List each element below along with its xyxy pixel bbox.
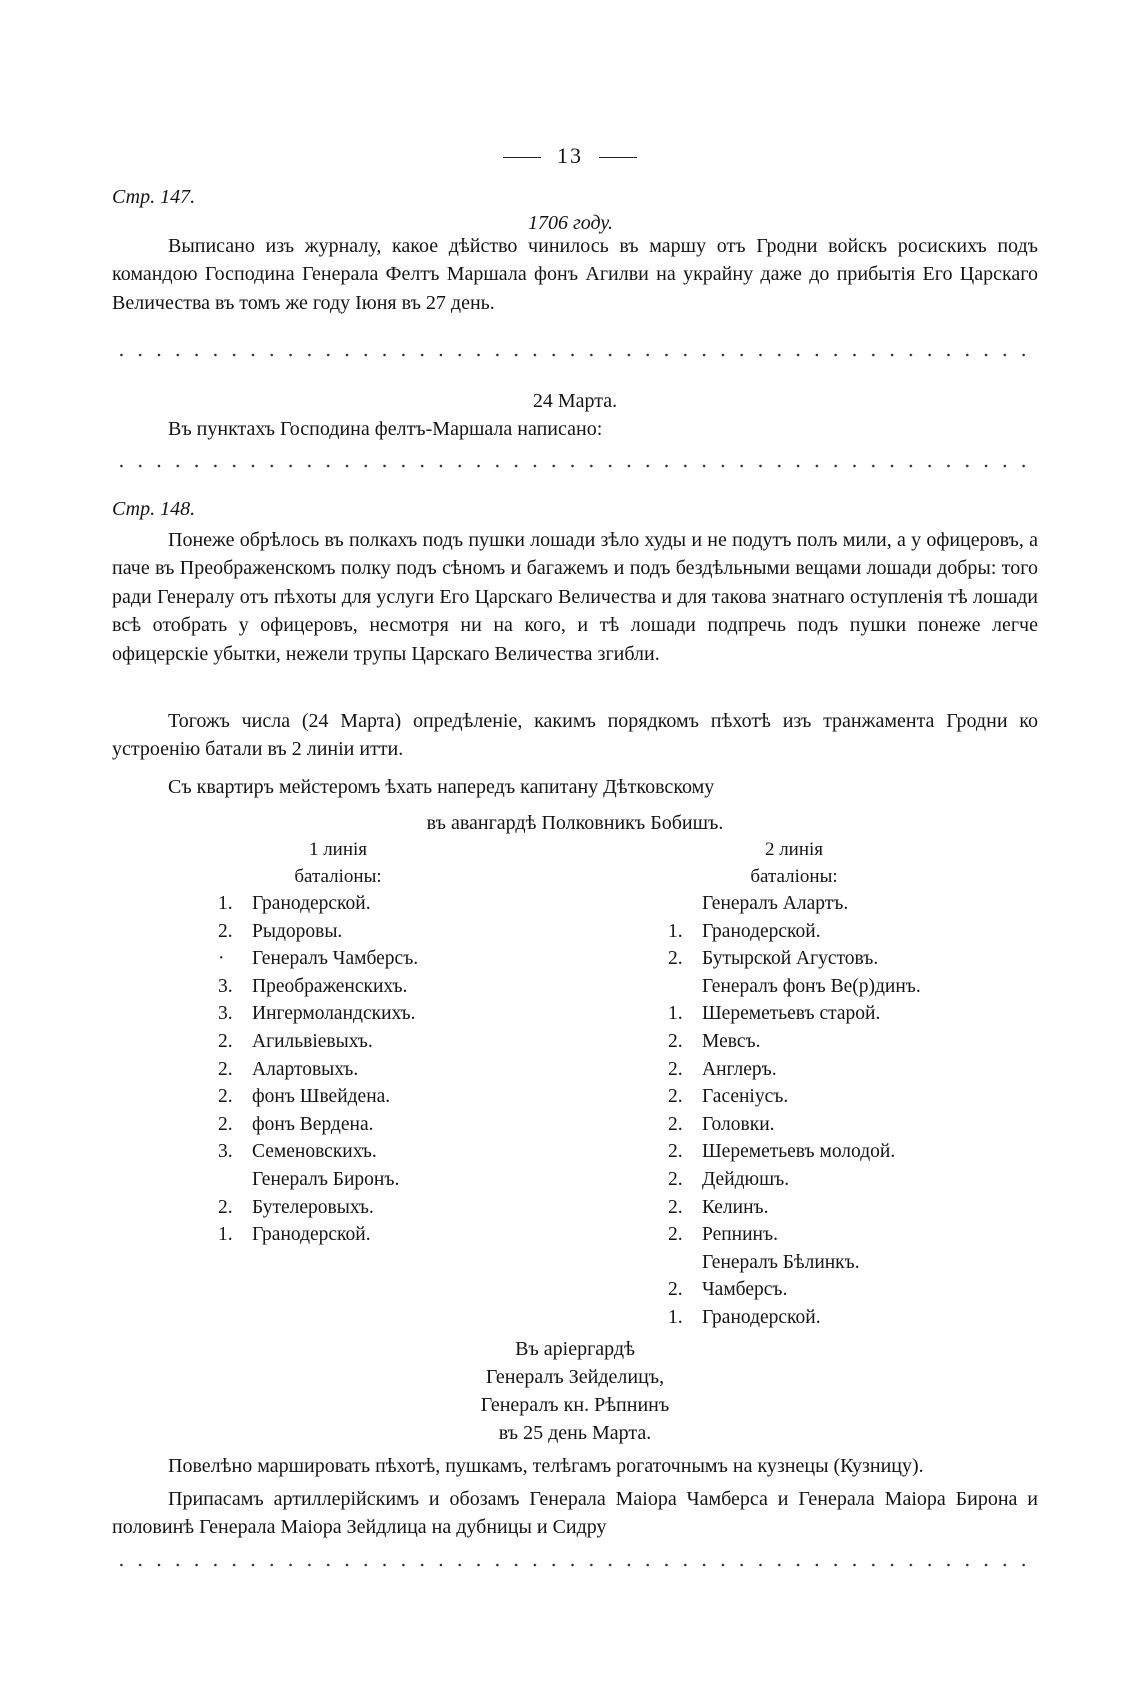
closing-paragraph-2: Припасамъ артиллерійскимъ и обозамъ Генерала Маіора Чамберса и Генерала Маіора Бирона и половинѣ Генерала Маіора Зейдлица на дубницы и Сидру — [112, 1488, 1038, 1539]
battalion-count: 2. — [668, 1196, 683, 1218]
battalion-entry — [218, 1056, 418, 1084]
battalion-count: · — [218, 948, 225, 970]
battalion-count: 2. — [668, 1279, 683, 1301]
dash-right — [599, 157, 637, 158]
battalion-count: 2. — [218, 920, 233, 942]
battalion-entry — [218, 1000, 418, 1028]
battalion-count: 1. — [668, 1306, 683, 1328]
year-heading: 1706 году. — [528, 212, 614, 234]
battalion-entry — [668, 1111, 921, 1139]
battalion-count: 2. — [668, 1030, 683, 1052]
battalion-count: 2. — [668, 1224, 683, 1246]
closing-paragraph-1: Повелѣно маршировать пѣхотѣ, пушкамъ, телѣгамъ рогаточнымъ на кузнецы (Кузницу). — [168, 1455, 924, 1477]
body-paragraph-1: Понеже обрѣлось въ полкахъ подъ пушки лошади зѣло худы и не подутъ полъ мили, а у офицеровъ, а паче въ Преображенскомъ полку подъ сѣномъ и багажемъ и подъ бездѣльными вещами лошади добры: того ради Генералу отъ пѣхоты для услуги Его Царскаго Величества и для такова знатнаго оступленія тѣ лошади всѣ отобрать у офицеровъ, несмотря ни на кого, и тѣ лошади подпречь подъ пушки понеже легче офицерскіе убытки, нежели трупы Царскаго Величества згибли. — [112, 529, 1038, 665]
battalion-entry — [668, 1221, 921, 1249]
battalion-name: Генералъ Биронъ. — [252, 1168, 400, 1190]
body-paragraph-2: Тогожъ числа (24 Марта) опредѣленіе, какимъ порядкомъ пѣхотѣ изъ транжамента Гродни ко устроенію батали въ 2 линіи итти. — [112, 710, 1038, 761]
battalion-entry — [218, 1083, 418, 1111]
battalion-name: Гранодерской. — [702, 1306, 821, 1328]
battalion-count: 2. — [218, 1058, 233, 1080]
battalion-name: Рыдоровы. — [252, 920, 343, 942]
battalion-name: Агильвіевыхъ. — [252, 1030, 373, 1052]
battalion-name: Генералъ Бѣлинкъ. — [702, 1251, 860, 1273]
intro-paragraph: Выписано изъ журналу, какое дѣйство чинилось въ маршу отъ Гродни войскъ росискихъ подъ командою Господина Генерала Фелтъ Маршала фонъ Агилви на украйну даже до прибытія Его Царскаго Величества въ томъ же году Іюня въ 27 день. — [112, 235, 1038, 314]
battalion-name: Шереметьевъ молодой. — [702, 1141, 896, 1163]
battalion-count: 2. — [668, 1113, 683, 1135]
battalion-entry — [668, 1056, 921, 1084]
battalion-entry — [218, 890, 418, 918]
battalion-name: Алартовыхъ. — [252, 1058, 359, 1080]
battalion-name: Гранодерской. — [702, 920, 821, 942]
battalion-count: 2. — [668, 1141, 683, 1163]
battalion-count: 3. — [218, 1141, 233, 1163]
battalion-count: 1. — [668, 1003, 683, 1025]
battalion-count: 2. — [668, 1086, 683, 1108]
date-heading: 24 Марта. — [532, 390, 618, 412]
battalion-count: 2. — [218, 1030, 233, 1052]
dotted-separator — [112, 352, 1038, 358]
battalion-entry — [218, 1138, 418, 1166]
avantgarde-line: въ авангардѣ Полковникъ Бобишъ. — [426, 812, 724, 834]
dotted-separator — [112, 1562, 1038, 1568]
battalion-count: 2. — [218, 1113, 233, 1135]
rearguard-line-2: Генералъ Зейделицъ, — [485, 1366, 665, 1388]
battalion-entry — [218, 1028, 418, 1056]
battalion-name: Келинъ. — [702, 1196, 769, 1218]
page-ref-147: Стр. 147. — [112, 186, 196, 208]
battalion-entry — [668, 1028, 921, 1056]
battalion-name: Дейдюшъ. — [702, 1168, 790, 1190]
battalion-entry — [668, 890, 921, 918]
battalion-name: Ингермоландскихъ. — [252, 1003, 416, 1025]
line1-battalion-list — [218, 890, 418, 1249]
battalion-count: 2. — [668, 948, 683, 970]
page-header — [0, 143, 1140, 169]
battalion-name: Чамберсъ. — [702, 1279, 788, 1301]
points-note: Въ пунктахъ Господина фелтъ-Маршала написано: — [168, 418, 603, 440]
dotted-separator — [112, 463, 1038, 469]
battalion-entry — [218, 945, 418, 973]
body-paragraph-3: Съ квартиръ мейстеромъ ѣхать напередъ капитану Дѣтковскому — [168, 776, 715, 798]
battalion-entry — [218, 973, 418, 1001]
battalion-count: 1. — [218, 893, 233, 914]
rearguard-line-1: Въ аріергардѣ — [515, 1338, 635, 1360]
battalion-name: Репнинъ. — [702, 1224, 778, 1246]
battalion-entry — [668, 918, 921, 946]
battalion-entry — [668, 1083, 921, 1111]
battalion-name: Шереметьевъ старой. — [702, 1003, 881, 1025]
battalion-name: Семеновскихъ. — [252, 1141, 377, 1163]
battalion-count: 3. — [218, 975, 233, 997]
battalion-entry — [668, 945, 921, 973]
battalion-entry — [668, 1138, 921, 1166]
battalion-entry — [218, 1194, 418, 1222]
battalion-entry — [668, 1000, 921, 1028]
battalion-count: 3. — [218, 1003, 233, 1025]
line1-title: 1 линія — [308, 839, 368, 860]
battalion-name: фонъ Вердена. — [252, 1113, 374, 1135]
line2-battalion-list — [668, 890, 921, 1332]
battalion-count: 2. — [218, 1086, 233, 1108]
battalion-entry — [218, 1221, 418, 1249]
battalion-name: Гранодерской. — [252, 893, 371, 914]
page-number: 13 — [557, 143, 583, 168]
battalion-entry — [668, 1166, 921, 1194]
battalion-entry — [668, 1304, 921, 1332]
battalion-entry — [218, 918, 418, 946]
battalion-entry — [668, 973, 921, 1001]
battalion-entry — [668, 1249, 921, 1277]
battalion-name: Бутелеровыхъ. — [252, 1196, 374, 1218]
battalion-entry — [668, 1194, 921, 1222]
battalion-name: Англеръ. — [702, 1058, 777, 1080]
battalion-entry — [668, 1276, 921, 1304]
battalion-name: Мевсъ. — [702, 1030, 761, 1052]
battalion-count: 2. — [668, 1168, 683, 1190]
battalion-name: Гранодерской. — [252, 1224, 371, 1246]
battalion-count: 1. — [218, 1224, 233, 1246]
battalion-name: Бутырской Агустовъ. — [702, 948, 879, 970]
rearguard-line-3: Генералъ кн. Рѣпнинъ — [480, 1394, 670, 1416]
page-ref-148: Стр. 148. — [112, 498, 196, 520]
line1-subtitle: баталіоны: — [294, 866, 382, 887]
dash-left — [503, 157, 541, 158]
battalion-entry — [218, 1166, 418, 1194]
battalion-name: Генералъ фонъ Ве(р)динъ. — [702, 975, 921, 997]
battalion-count: 1. — [668, 920, 683, 942]
battalion-name: Головки. — [702, 1113, 775, 1135]
battalion-name: Генералъ Алартъ. — [702, 893, 849, 914]
battalion-entry — [218, 1111, 418, 1139]
battalion-name: фонъ Швейдена. — [252, 1086, 391, 1108]
battalion-count: 2. — [668, 1058, 683, 1080]
rearguard-line-4: въ 25 день Марта. — [498, 1422, 652, 1444]
battalion-name: Генералъ Чамберсъ. — [252, 948, 419, 970]
battalion-name: Преображенскихъ. — [252, 975, 408, 997]
battalion-count: 2. — [218, 1196, 233, 1218]
battalion-name: Гасеніусъ. — [702, 1086, 789, 1108]
line2-subtitle: баталіоны: — [750, 866, 838, 887]
line2-title: 2 линія — [764, 839, 824, 860]
